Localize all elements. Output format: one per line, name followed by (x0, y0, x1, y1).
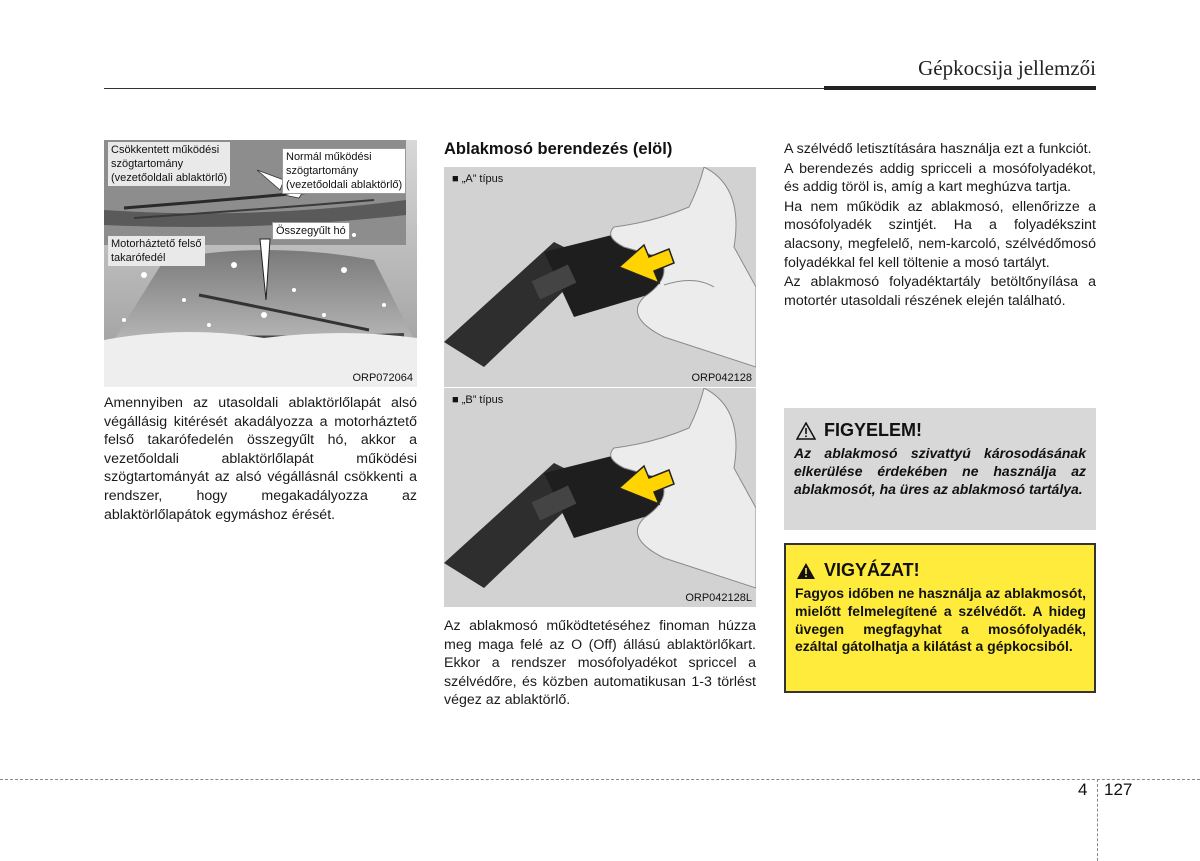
warning-box (784, 408, 1096, 530)
col3-paragraph: Az ablakmosó folyadéktartály betöltőnyílása a motortér utasoldali részének elején található. (784, 274, 1096, 309)
type-a-label: ■ „A” típus (452, 173, 504, 185)
wiper-stalk-illustration-b (444, 388, 756, 607)
caution-title-row (796, 560, 920, 581)
callout-normal-range: Normál működési szögtartomány (vezetőoldali ablaktörlő) (282, 148, 406, 194)
figure-code: ORP042128L (685, 592, 752, 604)
caution-title: VIGYÁZAT! (824, 560, 920, 580)
col1-paragraph: Amennyiben az utasoldali ablaktörlőlapát alsó végállásig kitérését akadályozza a motorháztető felső takarófedelén összegyűlt hó, akkor a vezetőoldali ablaktörlőlapát működési szögtartományát az alsó végállásnál csökkenti a rendszer, hogy megakadályozza az ablaktörlőlapátok egymáshoz érését. (104, 395, 417, 523)
wiper-stalk-illustration-a (444, 167, 756, 387)
callout-reduced-range: Csökkentett működési szögtartomány (vezetőoldali ablaktörlő) (108, 142, 230, 186)
page-number: 127 (1104, 780, 1133, 799)
wiper-stalk-figure-b (444, 387, 756, 607)
figure-code: ORP072064 (352, 372, 413, 384)
col3-text (784, 140, 1096, 311)
wiper-stalk-figure-a (444, 167, 756, 387)
header-rule (104, 88, 824, 89)
callout-accumulated-snow: Összegyűlt hó (272, 222, 350, 240)
windshield-snow-figure (104, 140, 417, 387)
col3-paragraph: Ha nem működik az ablakmosó, ellenőrizze a mosófolyadék szintjét. Ha a folyadékszint alacsony, megfelelő, nem-karcoló, szélvédőmosó folyadékkal fel kell töltenie a mosó tartályt. (784, 198, 1096, 271)
warning-title-row (796, 420, 922, 441)
chapter-number: 4 (1078, 780, 1088, 799)
warning-title: FIGYELEM! (824, 420, 922, 440)
col3-paragraph: A berendezés addig spricceli a mosófolyadékot, és addig töröl is, amíg a kart meghúzva tartja. (784, 160, 1096, 196)
col2-paragraph: Az ablakmosó működtetéséhez finoman húzza meg maga felé az O (Off) állású ablaktörlőkart. Ekkor a rendszer mosófolyadékot spriccel a szélvédőre, és közben automatikusan 1-3 törlést végez az ablaktörlő. (444, 618, 756, 709)
type-b-label: ■ „B” típus (452, 394, 504, 406)
col3-paragraph: A szélvédő letisztítására használja ezt a funkciót. (784, 141, 1092, 157)
callout-hood-cover: Motorháztető felső takarófedél (108, 236, 205, 266)
figure-code: ORP042128 (691, 372, 752, 384)
section-heading: Ablakmosó berendezés (elöl) (444, 140, 673, 158)
header-rule-accent (824, 86, 1096, 90)
caution-triangle-icon (796, 562, 816, 580)
caution-box (784, 543, 1096, 693)
page-header-title: Gépkocsija jellemzői (918, 56, 1096, 80)
warning-triangle-icon (796, 422, 816, 440)
warning-body: Az ablakmosó szivattyú károsodásának elkerülése érdekében ne használja az ablakmosót, ha üres az ablakmosó tartálya. (794, 445, 1086, 497)
footer-divider (0, 779, 1200, 780)
footer-vertical-divider (1097, 779, 1098, 861)
caution-body: Fagyos időben ne használja az ablakmosót, mielőtt felmelegítené a szélvédőt. A hideg üvegen megfagyhat a mosófolyadék, ezáltal gátolhatja a kilátást a gépkocsiból. (795, 585, 1086, 655)
